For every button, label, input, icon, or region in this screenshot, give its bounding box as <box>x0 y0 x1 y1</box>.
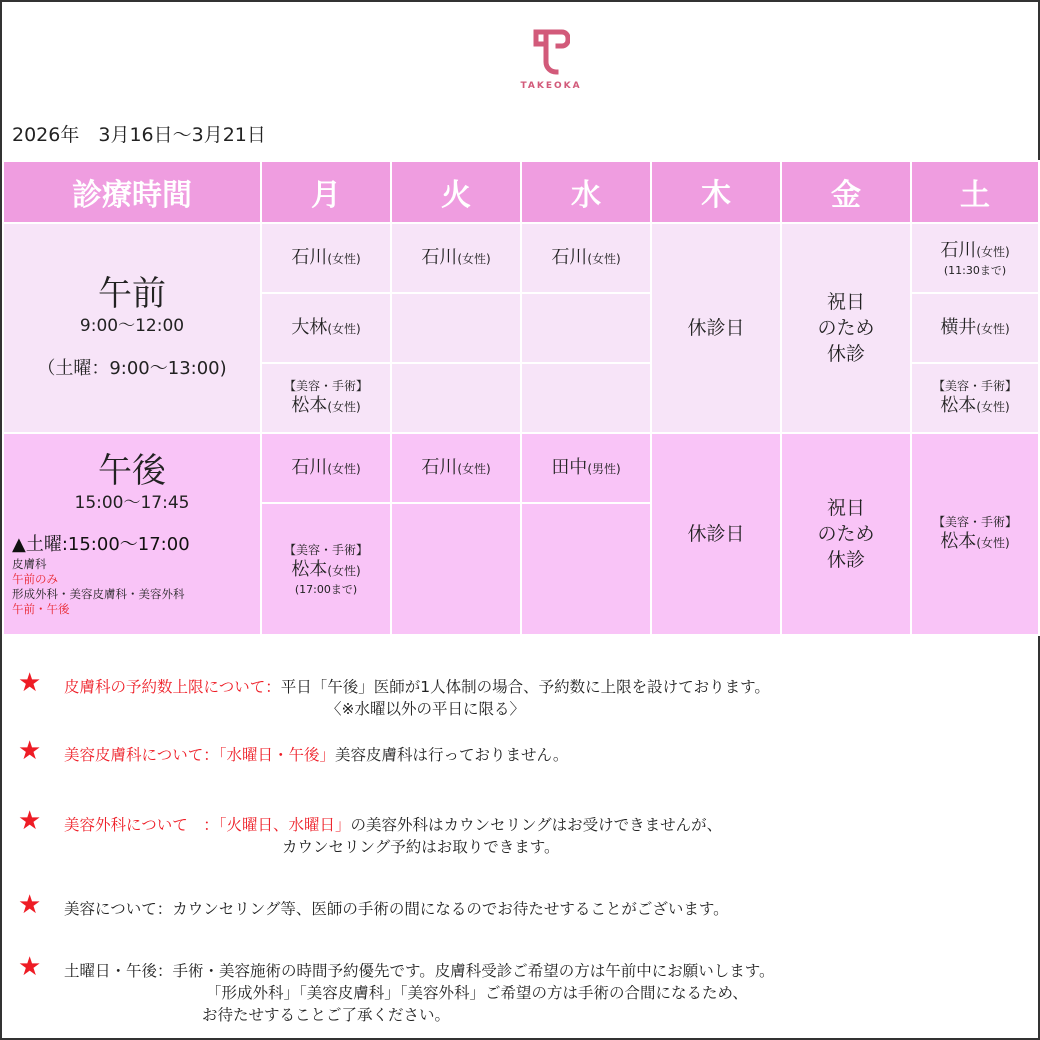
am-thu-closed <box>651 223 781 433</box>
header-hours: 診療時間 <box>3 161 261 223</box>
doctor-note: (11:30まで) <box>943 263 1007 277</box>
pm-title: 午後 <box>98 451 166 491</box>
doctor-sex: (女性) <box>327 399 361 414</box>
am-time: 9:00～12:00 <box>79 316 185 336</box>
note-text-line2: 「形成外科」「美容皮膚科」「美容外科」ご希望の方は手術の合間になるため、 <box>206 984 748 1002</box>
closed-label: 休診日 <box>687 317 745 339</box>
doctor-sex: (男性) <box>587 461 621 476</box>
note-text-line2: 〈※水曜以外の平日に限る〉 <box>326 700 525 718</box>
department-label: 【美容・手術】 <box>932 378 1017 393</box>
department-label: 【美容・手術】 <box>283 542 368 557</box>
pm-wed-slot-1 <box>521 433 651 503</box>
am-tue-slot-3 <box>391 363 521 433</box>
pm-wed-slot-2 <box>521 503 651 635</box>
pm-sat-line: 皮膚科 <box>12 557 47 571</box>
pm-thu-closed <box>651 433 781 635</box>
doctor-name: 田中 <box>551 456 588 478</box>
am-wed-slot-2 <box>521 293 651 363</box>
doctor-name: 石川 <box>291 456 328 478</box>
note-text: 平日「午後」医師が1人体制の場合、予約数に上限を設けております。 <box>280 678 770 696</box>
takeoka-logo <box>513 26 589 106</box>
pm-sat-info <box>4 533 260 617</box>
note-heading: 美容外科について ：「火曜日、水曜日」 <box>64 816 351 834</box>
am-row-1 <box>3 223 1039 293</box>
doctor-name: 松本 <box>940 394 977 416</box>
am-mon-slot-3 <box>261 363 391 433</box>
logo-text: TAKEOKA <box>520 81 582 91</box>
star-icon: ★ <box>18 952 42 982</box>
pm-tue-slot-1 <box>391 433 521 503</box>
am-label-cell <box>3 223 261 433</box>
am-title: 午前 <box>98 274 166 314</box>
am-sat-slot-1 <box>911 223 1039 293</box>
pm-sat-line: 形成外科・美容皮膚科・美容外科 <box>12 587 185 601</box>
doctor-sex: (女性) <box>976 244 1010 259</box>
pm-fri-holiday <box>781 433 911 635</box>
doctor-name: 石川 <box>421 456 458 478</box>
am-wed-slot-3 <box>521 363 651 433</box>
doctor-name: 松本 <box>291 394 328 416</box>
header-tue: 火 <box>391 161 521 223</box>
schedule-table <box>2 160 1040 636</box>
doctor-name: 石川 <box>421 246 458 268</box>
doctor-name: 松本 <box>940 530 977 552</box>
star-icon: ★ <box>18 806 42 836</box>
pm-sat-line: 午前のみ <box>12 572 58 586</box>
am-mon-slot-1 <box>261 223 391 293</box>
pm-sat-time: ▲土曜:15:00～17:00 <box>12 534 190 555</box>
star-icon: ★ <box>18 890 42 920</box>
doctor-name: 横井 <box>940 316 977 338</box>
doctor-sex: (女性) <box>976 535 1010 550</box>
doctor-name: 石川 <box>551 246 588 268</box>
star-icon: ★ <box>18 668 42 698</box>
holiday-line: 祝日 <box>826 291 865 313</box>
pm-time: 15:00～17:45 <box>74 493 190 513</box>
doctor-name: 大林 <box>291 316 328 338</box>
holiday-line: 休診 <box>826 549 865 571</box>
note-text: 美容皮膚科は行っておりません。 <box>334 746 569 764</box>
am-sat-time: （土曜：9:00～13:00) <box>37 358 227 379</box>
doctor-name: 石川 <box>940 239 977 261</box>
header-wed: 水 <box>521 161 651 223</box>
doctor-sex: (女性) <box>327 563 361 578</box>
pm-sat-slot <box>911 433 1039 635</box>
am-sat-slot-3 <box>911 363 1039 433</box>
department-label: 【美容・手術】 <box>932 514 1017 529</box>
am-sat-slot-2 <box>911 293 1039 363</box>
holiday-line: のため <box>817 523 875 545</box>
am-tue-slot-2 <box>391 293 521 363</box>
pm-mon-slot-2 <box>261 503 391 635</box>
am-mon-slot-2 <box>261 293 391 363</box>
doctor-sex: (女性) <box>976 321 1010 336</box>
note-text-line2: カウンセリング予約はお取りできます。 <box>282 838 560 856</box>
note-text-line3: お待たせすることご了承ください。 <box>202 1006 451 1024</box>
header-mon: 月 <box>261 161 391 223</box>
holiday-line: のため <box>817 317 875 339</box>
pm-mon-slot-1 <box>261 433 391 503</box>
holiday-line: 祝日 <box>826 497 865 519</box>
note-heading: 皮膚科の予約数上限について： <box>64 678 281 696</box>
header-thu: 木 <box>651 161 781 223</box>
doctor-sex: (女性) <box>587 251 621 266</box>
note-text: 美容について：カウンセリング等、医師の手術の間になるのでお待たせすることがございます。 <box>64 900 729 918</box>
doctor-sex: (女性) <box>327 321 361 336</box>
header-sat: 土 <box>911 161 1039 223</box>
doctor-name: 松本 <box>291 558 328 580</box>
am-fri-holiday <box>781 223 911 433</box>
am-wed-slot-1 <box>521 223 651 293</box>
doctor-note: (17:00まで) <box>294 582 358 596</box>
note-heading: 美容皮膚科について：「水曜日・午後」 <box>64 746 335 764</box>
doctor-name: 石川 <box>291 246 328 268</box>
holiday-line: 休診 <box>826 343 865 365</box>
week-range: 2026年 3月16日～3月21日 <box>12 124 266 146</box>
note-text: 土曜日・午後：手術・美容施術の時間予約優先です。皮膚科受診ご希望の方は午前中にお願いします。 <box>64 962 775 980</box>
pm-sat-line: 午前・午後 <box>12 602 70 616</box>
pm-label-cell <box>3 433 261 635</box>
department-label: 【美容・手術】 <box>283 378 368 393</box>
header-row <box>3 161 1039 223</box>
takeoka-logo-icon <box>532 26 570 78</box>
star-icon: ★ <box>18 736 42 766</box>
doctor-sex: (女性) <box>327 251 361 266</box>
note-text: の美容外科はカウンセリングはお受けできませんが、 <box>350 816 723 834</box>
pm-row-1 <box>3 433 1039 503</box>
header-fri: 金 <box>781 161 911 223</box>
doctor-sex: (女性) <box>457 461 491 476</box>
am-tue-slot-1 <box>391 223 521 293</box>
doctor-sex: (女性) <box>457 251 491 266</box>
closed-label: 休診日 <box>687 523 745 545</box>
doctor-sex: (女性) <box>327 461 361 476</box>
pm-tue-slot-2 <box>391 503 521 635</box>
doctor-sex: (女性) <box>976 399 1010 414</box>
